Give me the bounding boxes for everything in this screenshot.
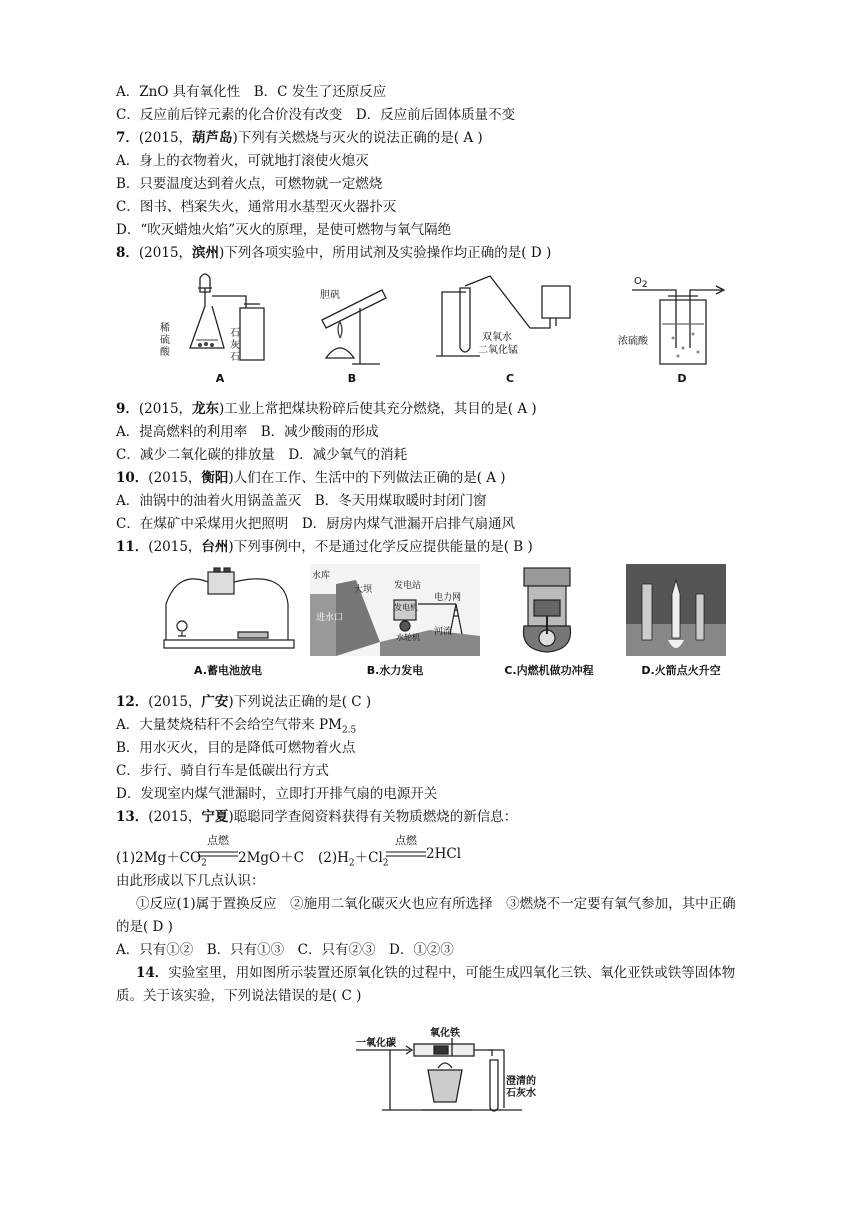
- q8-b-caption: B: [347, 372, 357, 385]
- q8-place: 滨州: [192, 245, 220, 261]
- q13-eq2-right: 2HCl: [426, 846, 462, 862]
- q12-option-b: B．用水灭火，目的是降低可燃物着火点: [116, 740, 356, 756]
- q11-c-caption: C.内燃机做功冲程: [504, 664, 594, 677]
- q7-stem: [116, 129, 483, 147]
- q12-number: 12．: [116, 694, 149, 710]
- q11-b-label-generator: 发电机: [394, 603, 418, 612]
- q10-source: (2015，: [148, 470, 202, 486]
- q6-option-c: C．反应前后锌元素的化合价没有改变: [116, 107, 343, 123]
- q9-number: 9．: [116, 401, 139, 417]
- q11-picture-a: [158, 564, 298, 684]
- q8-c-caption: C: [505, 372, 515, 385]
- q13-eq1-left: $(1)2Mg+CO_2$: [116, 850, 207, 869]
- q13-place: 宁夏: [201, 809, 229, 825]
- q12-stem: [116, 693, 371, 711]
- q13-eq1-condition: 点燃: [207, 834, 229, 847]
- q13-eq2-equals-sign: [386, 850, 426, 858]
- q11-source: (2015，: [148, 539, 202, 555]
- q8-question: )下列各项实验中，所用试剂及实验操作均正确的是( D ): [219, 245, 552, 261]
- q7-option-a: A．身上的衣物着火，可就地打滚使火熄灭: [116, 153, 369, 169]
- q10-place: 衡阳: [201, 470, 229, 486]
- q13-eq1-right: 2MgO＋C: [238, 850, 304, 866]
- q6-option-b: B．C 发生了还原反应: [253, 84, 387, 100]
- q13-eq1-equals-sign: [198, 850, 238, 858]
- q13-stem: [116, 808, 517, 826]
- q8-number: 8．: [116, 245, 139, 261]
- q8-d-gas-label: $O_2$: [634, 276, 648, 290]
- q10-question: )人们在工作、生活中的下列做法正确的是( A ): [228, 470, 506, 486]
- q8-a-right-label: 石 灰 石: [230, 328, 240, 363]
- q14-stem-line2: 质。关于该实验，下列说法错误的是( C ): [116, 988, 362, 1004]
- q13-points: ①反应(1)属于置换反应 ②施用二氧化碳灭火也应有所选择 ③燃烧不一定要有氧气参加，其中正确: [136, 896, 736, 912]
- q6-option-a: A．ZnO 具有氧化性: [116, 84, 241, 100]
- q11-picture-d: [626, 564, 736, 684]
- q8-figure-d: [618, 268, 748, 388]
- q11-b-caption: B.水力发电: [366, 664, 424, 677]
- q11-b-label-dam: 大坝: [354, 585, 373, 595]
- q11-d-caption: D.火箭点火升空: [641, 664, 721, 677]
- q8-b-label: 胆矾: [320, 290, 340, 301]
- q9-options-ab: A．提高燃料的利用率 B．减少酸雨的形成: [116, 424, 379, 440]
- q7-place: 葫芦岛: [192, 130, 233, 146]
- q12-question: )下列说法正确的是( C ): [228, 694, 372, 710]
- q11-a-caption: A.蓄电池放电: [194, 664, 262, 677]
- q11-battery-circuit-drawing: [158, 564, 298, 656]
- q12-place: 广安: [201, 694, 229, 710]
- q9-source: (2015，: [138, 401, 193, 417]
- q9-place: 龙东: [192, 401, 220, 417]
- q9-stem: [116, 400, 537, 418]
- q6-options-cd: [116, 106, 515, 124]
- q11-b-label-grid: 电力网: [434, 593, 462, 603]
- q10-stem: [116, 469, 506, 487]
- q8-apparatus-b-drawing: [300, 268, 410, 368]
- q14-number: 14．: [136, 965, 169, 981]
- q9-question: )工业上常把煤块粉碎后使其充分燃烧，其目的是( A ): [219, 401, 537, 417]
- q14-label-co: 一氧化碳: [356, 1038, 396, 1049]
- q10-options-cd: C．在煤矿中采煤用火把照明 D．厨房内煤气泄漏开启排气扇通风: [116, 516, 516, 532]
- q9-options-cd: C．减少二氧化碳的排放量 D．减少氧气的消耗: [116, 447, 408, 463]
- q7-question: )下列有关燃烧与灭火的说法正确的是( A ): [232, 130, 483, 146]
- q14-figure: [352, 1010, 552, 1120]
- q13-source: (2015，: [148, 809, 202, 825]
- q7-source: (2015，: [138, 130, 193, 146]
- q8-c-label-h2o2: 双氧水: [482, 332, 512, 343]
- q11-b-label-station: 发电站: [394, 581, 422, 591]
- q12-option-c: C．步行、骑自行车是低碳出行方式: [116, 763, 329, 779]
- q11-number: 11．: [116, 539, 149, 555]
- q8-figure-b: [300, 268, 410, 388]
- q14-label-fe2o3: 氧化铁: [430, 1028, 460, 1039]
- q11-rocket-drawing: [626, 564, 726, 656]
- q11-question: )下列事例中，不是通过化学反应提供能量的是( B ): [228, 539, 533, 555]
- q13-points-tail: 的是( D ): [116, 919, 173, 935]
- q8-d-acid-label: 浓硫酸: [618, 336, 648, 347]
- q14-stem-line1: 14．实验室里，用如图所示装置还原氧化铁的过程中，可能生成四氧化三铁、氧化亚铁或铁等固体物: [136, 965, 736, 981]
- q8-d-caption: D: [677, 372, 687, 385]
- q11-b-label-turbine: 水轮机: [396, 633, 420, 642]
- q11-engine-drawing: [484, 564, 614, 656]
- q13-question: )聪聪同学查阅资料获得有关物质燃烧的新信息：: [228, 809, 518, 825]
- q8-stem: [116, 244, 551, 262]
- q8-a-caption: A: [215, 372, 225, 385]
- q7-number: 7．: [116, 130, 139, 146]
- q11-picture-c: [484, 564, 614, 684]
- q11-place: 台州: [201, 539, 229, 555]
- q13-eq2-left: $(2)H_2+Cl_2$: [318, 850, 389, 869]
- q13-eq2-condition: 点燃: [395, 834, 417, 847]
- q10-options-ab: A．油锅中的油着火用锅盖盖灭 B．冬天用煤取暖时封闭门窗: [116, 493, 487, 509]
- q12-option-d: D．发现室内煤气泄漏时，立即打开排气扇的电源开关: [116, 786, 438, 802]
- q14-label-limewater: 澄清的 石灰水: [506, 1076, 536, 1099]
- q6-options-ab: [116, 83, 386, 101]
- q11-b-label-inlet: 进水口: [316, 613, 344, 623]
- q11-b-label-river: 河流: [434, 627, 453, 637]
- q12-option-a: A．大量焚烧秸秆不会给空气带来 $PM_{2.5}$: [116, 717, 357, 736]
- q13-number: 13．: [116, 809, 149, 825]
- q13-intro: 由此形成以下几点认识：: [116, 873, 265, 889]
- q7-option-b: B．只要温度达到着火点，可燃物就一定燃烧: [116, 176, 383, 192]
- q8-source: (2015，: [138, 245, 193, 261]
- q11-picture-b: [310, 564, 480, 684]
- q10-number: 10．: [116, 470, 149, 486]
- q11-stem: [116, 538, 533, 556]
- q11-b-label-reservoir: 水库: [312, 571, 331, 581]
- q6-option-d: D．反应前后固体质量不变: [355, 107, 516, 123]
- q8-figure-c: [430, 268, 590, 388]
- q7-option-d: D．“吹灭蜡烛火焰”灭火的原理，是使可燃物与氧气隔绝: [116, 222, 452, 238]
- q8-a-left-label: 稀 硫 酸: [160, 323, 170, 358]
- q8-c-label-mno2: 二氧化锰: [478, 345, 518, 356]
- q8-figure-a: [160, 268, 280, 388]
- q7-option-c: C．图书、档案失火，通常用水基型灭火器扑灭: [116, 199, 397, 215]
- q12-source: (2015，: [148, 694, 202, 710]
- q13-options: A．只有①② B．只有①③ C．只有②③ D．①②③: [116, 942, 454, 958]
- q8-apparatus-a-drawing: [160, 268, 280, 368]
